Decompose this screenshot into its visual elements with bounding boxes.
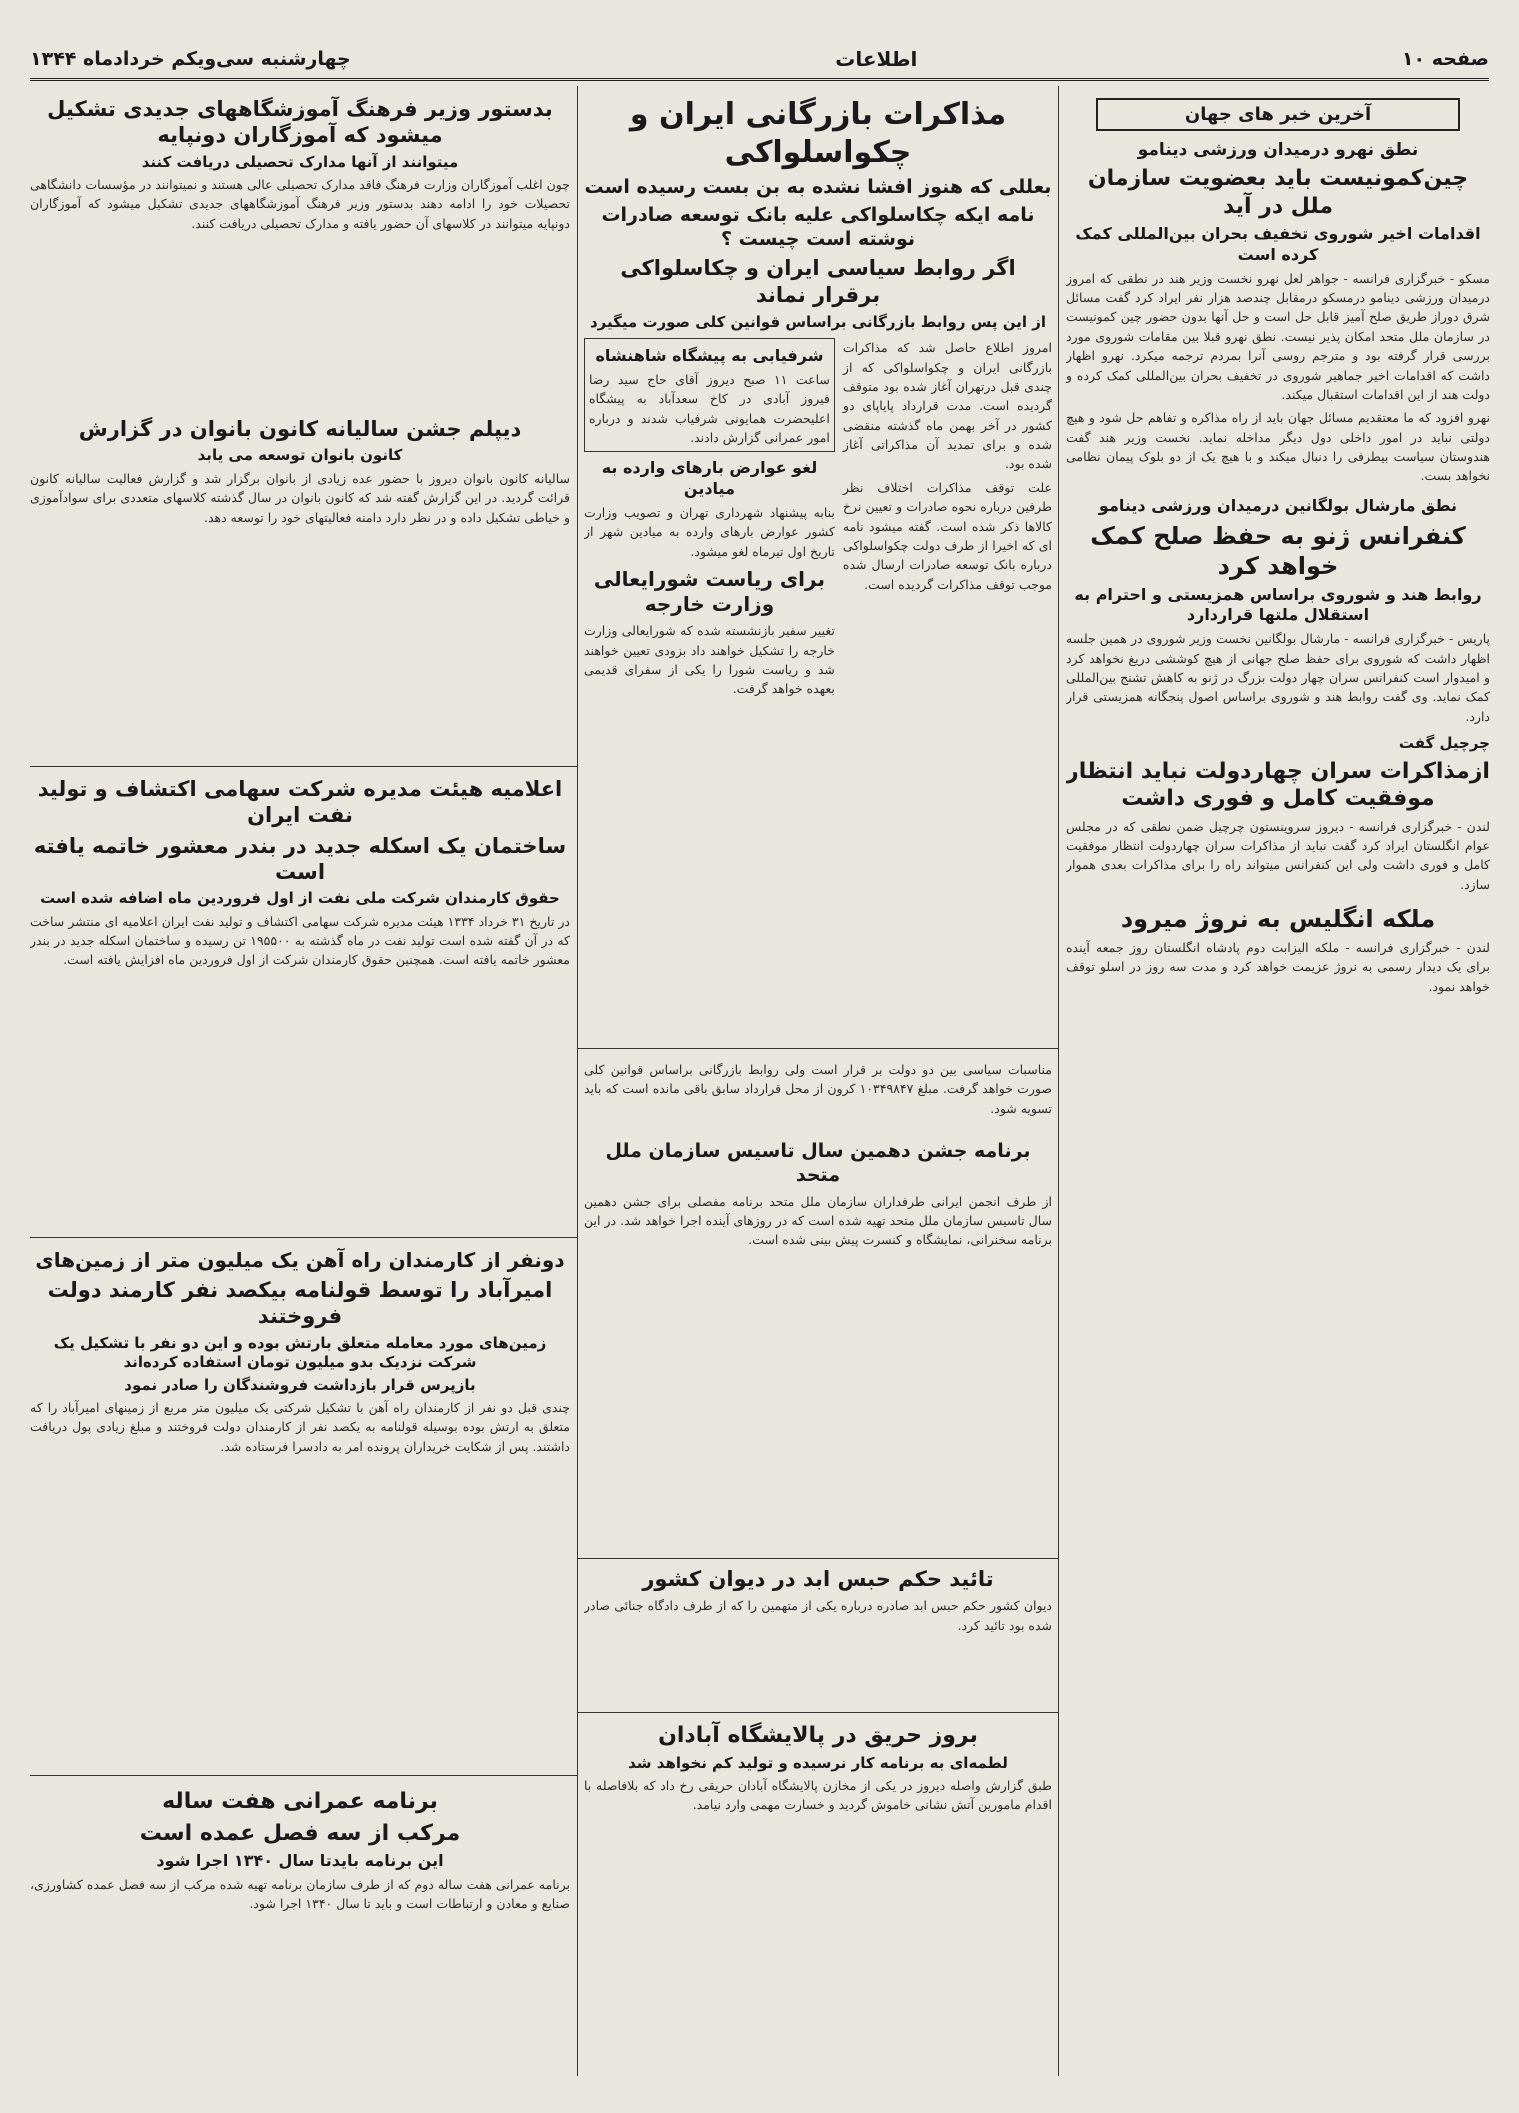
headline: تائید حکم حبس ابد در دیوان کشور: [642, 1567, 994, 1591]
plan-article: [30, 1784, 570, 2072]
headline: لغو عوارض بارهای وارده به میادین: [601, 458, 818, 499]
headline: دونفر از کارمندان راه آهن یک میلیون متر از زمین‌های: [35, 1248, 565, 1272]
subheadline: بازپرس قرار بازداشت فروشندگان را صادر نمود: [124, 1375, 476, 1394]
headline: برای ریاست شورایعالی وزارت خارجه: [593, 567, 825, 617]
headline: ازمذاکرات سران چهاردولت نباید انتظار موفقیت کامل و فوری داشت: [1066, 758, 1490, 812]
subheadline: میتوانند از آنها مدارک تحصیلی دریافت کنند: [141, 152, 459, 171]
headline: اقدامات اخیر شوروی تخفیف بحران بین‌المللی کمک کرده است: [1075, 224, 1481, 264]
article-body: امروز اطلاع حاصل شد که مذاکرات بازرگانی ایران و چکواسلواکی که از چندی قبل درتهران آغاز شده بود متوقف گردیده است. مدت قرارداد پایاپای دو کشور در آخر بهمن ماه گذشته منقضی شده و برای تمدید آن مذاکراتی آغاز شده بود.: [842, 340, 1052, 472]
subheadline: اگر روابط سیاسی ایران و چکاسلواکی برقرار نماند: [620, 256, 1016, 308]
article-body: دیوان کشور حکم حبس ابد صادره درباره یکی از متهمین را که از طرف دادگاه جنائی صادر شده بود تائید کرد.: [584, 1598, 1052, 1633]
subheadline: بعللی که هنوز افشا نشده به بن بست رسیده است: [584, 176, 1052, 198]
headline: کنفرانس ژنو به حفظ صلح کمک خواهد کرد: [1090, 521, 1466, 580]
headline: چرچیل گفت: [1398, 734, 1490, 753]
headline: چین‌کمونیست باید بعضویت سازمان ملل در آید: [1087, 166, 1469, 219]
article-body: ساعت ۱۱ صبح دیروز آقای حاج سید رضا فیروز آبادی در کاخ سعدآباد به پیشگاه اعلیحضرت همایونی شرفیاب شدند و درباره امور عمرانی گزارش دادند.: [589, 371, 830, 446]
article-body: سالیانه کانون بانوان دیروز با حضور عده زیادی از بانوان برگزار شد و گزارش فعالیت سالیانه کانون قرائت گردید. در این گزارش گفته شد که کانون بانوان در سال گذشته کلاسهای متعددی برای سوادآموزی و خیاطی تشکیل داده و در نظر دارد دامنه فعالیتهای خود را توسعه دهد.: [30, 470, 570, 525]
article-body: مناسبات سیاسی بین دو دولت بر قرار است ولی روابط بازرگانی براساس قوانین کلی صورت خواهد گرفت. مبلغ ۱۰۳۴۹۸۴۷ کرون از محل قرارداد سابق باقی مانده است که باید تسویه شود.: [584, 1062, 1052, 1116]
un-article: [584, 1136, 1052, 1250]
article-body: لندن - خبرگزاری فرانسه - ملکه الیزابت دوم پادشاه انگلستان روز جمعه آینده برای یک دیدار رسمی به نروژ عزیمت خواهد کرد و مدت سه روز در اسلو توقف خواهد نمود.: [1066, 940, 1490, 994]
center-left-subcolumn: [584, 338, 835, 699]
headline: بدستور وزیر فرهنگ آموزشگاههای جدیدی تشکیل میشود که آموزگاران دونپایه: [47, 97, 553, 148]
teachers-article: [30, 92, 570, 412]
article-body: پاریس - خبرگزاری فرانسه - مارشال بولگانین نخست وزیر شوروی در همین جلسه اظهار داشت که شوروی برای حفظ صلح جهانی از هیچ کوششی دریغ نخواهد کرد و امیدوار است کنفرانس سران چهار دولت بزرگ در ژنو به کاهش تشنج بین‌المللی کمک نماید. وی گفت روابط هند و شوروی براساس اصول پنجگانه همزیستی قرار دارد.: [1066, 631, 1490, 724]
headline: اعلامیه هیئت مدیره شرکت سهامی اکتشاف و تولید نفت ایران: [37, 777, 563, 828]
article-body: از طرف انجمن ایرانی طرفداران سازمان ملل متحد برنامه مفصلی برای جشن دهمین سال تاسیس سازمان ملل متحد تهیه شده است که در روزهای آینده اجرا خواهد شد. در این برنامه سخنرانی، نمایشگاه و کنسرت پیش بینی شده است.: [584, 1193, 1052, 1248]
subheadline: کانون بانوان توسعه می یابد: [197, 446, 403, 465]
paper-name: اطلاعات: [835, 47, 918, 71]
headline: بروز حریق در پالایشگاه آبادان: [658, 1723, 978, 1748]
headline: برنامه جشن دهمین سال تاسیس سازمان ملل متحد: [605, 1140, 1031, 1186]
headline: امیرآباد را توسط قولنامه بیکصد نفر کارمند دولت فروختند: [47, 1278, 553, 1329]
headline: دیپلم جشن سالیانه کانون بانوان در گزارش: [78, 417, 522, 441]
subheadline: زمین‌های مورد معامله متعلق بارتش بوده و این دو نفر با تشکیل یک شرکت نزدیک بدو میلیون تومان استفاده کرده‌اند: [53, 1333, 547, 1371]
article-body: بنابه پیشنهاد شهرداری تهران و تصویب وزارت کشور عوارض بارهای وارده به میادین شهر از تاریخ اول تیرماه لغو میشود.: [584, 505, 835, 559]
article-body: لندن - خبرگزاری فرانسه - دیروز سروینستون چرچیل ضمن نطقی که در مجلس عوام انگلستان ایراد کرد گفت نباید از مذاکرات سران چهاردولت انتظار موفقیت کامل و فوری داشت ولی این کنفرانس میتواند راه را برای مذاکرات بعدی هموار سازد.: [1066, 818, 1490, 892]
oil-article: [30, 772, 570, 1232]
article-body: چون اغلب آموزگاران وزارت فرهنگ فاقد مدارک تحصیلی عالی هستند و نمیتوانند در مؤسسات دانشگاهی تحصیلات خود را ادامه دهند بدستور وزیر فرهنگ آموزشگاههای جدیدی تشکیل میشود که آموزگاران دونپایه میتوانند در کلاسهای آن حضور یافته و مدارک تحصیلی دریافت کنند.: [30, 177, 570, 231]
center-right-subcolumn: [843, 338, 1052, 699]
headline: ملکه انگلیس به نروژ میرود: [1120, 905, 1436, 934]
article-body: تغییر سفیر بازنشسته شده که شورایعالی وزارت خارجه را تشکیل خواهند داد بزودی تعیین خواهند شد و ریاست شورا را یکی از سفرای قدیمی بعهده خواهد گرفت.: [584, 623, 835, 697]
headline: نطق نهرو درمیدان ورزشی دینامو: [1137, 140, 1419, 160]
verdict-article: [584, 1562, 1052, 1635]
column-rule: [577, 86, 578, 2076]
article-body: علت توقف مذاکرات اختلاف نظر طرفین درباره نحوه صادرات و تعیین نرخ کالاها ذکر شده است. گفته میشود نامه ای که اخیرا از طرف دولت چکواسلواکی درباره بانک توسعه صادرات ارسال شده موجب توقف مذاکرات گردیده است.: [842, 479, 1052, 592]
subheadline: حقوق کارمندان شرکت ملی نفت از اول فروردین ماه اضافه شده است: [40, 889, 560, 907]
subheadline: لطمه‌ای به برنامه کار نرسیده و تولید کم نخواهد شد: [628, 1753, 1008, 1772]
left-column: [30, 92, 570, 2072]
world-news-box: آخرین خبر های جهان: [1096, 98, 1460, 131]
fire-article: [584, 1718, 1052, 1815]
headline: برنامه عمرانی هفت ساله: [162, 1789, 438, 1814]
headline: ساختمان یک اسکله جدید در بندر معشور خاتمه یافته است: [33, 833, 567, 884]
subheadline: نامه ایکه چکاسلواکی علیه بانک توسعه صادرات نوشته است چیست ؟: [601, 203, 1035, 251]
main-headline: مذاکرات بازرگانی ایران و چکواسلواکی: [629, 97, 1007, 170]
subheadline: این برنامه بایدتا سال ۱۳۴۰ اجرا شود: [156, 1851, 444, 1870]
headline: روابط هند و شوروی براساس همزیستی و احترام به استقلال ملتها قراردارد: [1074, 584, 1482, 625]
masthead: [30, 40, 1489, 81]
column-rule: [1058, 86, 1059, 2076]
article-body: نهرو افزود که ما معتقدیم مسائل جهان باید از راه مذاکره و تفاهم حل شود و هیچ دولتی نباید در امور داخلی دول دیگر مداخله نماید. نخست وزیر هند گفت هندوستان سیاست بیطرفی را دنبال میکند و با هیچ یک از دو بلوک پیمان نظامی نخواهد بست.: [1066, 410, 1490, 484]
article-body: چندی قبل دو نفر از کارمندان راه آهن با تشکیل شرکتی یک میلیون متر مربع از زمینهای امیرآباد را که متعلق به ارتش بوده بوسیله قولنامه به یکصد نفر از کارمندان دولت فروختند و مبلغ زیادی پول دریافت داشتند. پس از شکایت خریداران پرونده امر به دادسرا فرستاده شد.: [30, 1400, 570, 1454]
headline: شرفیابی به پیشگاه شاهنشاه: [595, 346, 824, 366]
women-article: [30, 412, 570, 752]
article-body: مسکو - خبرگزاری فرانسه - جواهر لعل نهرو نخست وزیر هند در نطقی که امروز درمیدان ورزشی دینامو درمسکو درمقابل چندصد هزار نفر ایراد کرد گفت مسائل شرق دوراز طریق صلح آمیز قابل حل است و حل آنها بدون حضور چین کمونیست در سازمان ملل متحد امکان پذیر نیست. نطق نهرو قبلا بین مقامات شوروی مورد بررسی قرار گرفته بود و مترجم روسی آنرا بمردم ترجمه میکرد. نهرو اظهار داشت که اقدامات اخیر جماهیر شوروی در تخفیف بحران بین‌المللی کمک کرده و دولت هند از این اقدامات استقبال میکند.: [1066, 270, 1490, 402]
center-column: [584, 92, 1052, 2072]
article-body: در تاریخ ۳۱ خرداد ۱۳۳۴ هیئت مدیره شرکت سهامی اکتشاف و تولید نفت ایران اعلامیه ای منتشر ساخت که در آن گفته شده است تولید نفت در ماه گذشته به ۱۹۵۵۰۰ تن رسیده و ساختمان اسکله جدید در بندر معشور خاتمه یافته است. همچنین حقوق کارمندان شرکت از اول فروردین ماه افزایش یافته است.: [30, 913, 570, 968]
article-body: طبق گزارش واصله دیروز در یکی از مخازن پالایشگاه آبادان حریقی رخ داد که بلافاصله با اقدام مامورین آتش نشانی خاموش گردید و خسارت مهمی وارد نیامد.: [584, 1778, 1052, 1813]
headline: مرکب از سه فصل عمده است: [139, 1820, 461, 1846]
issue-date: چهارشنبه سی‌ویکم خردادماه ۱۳۴۴: [30, 48, 351, 70]
headline: نطق مارشال بولگانین درمیدان ورزشی دینامو: [1098, 495, 1458, 515]
world-news-column: [1066, 92, 1490, 2072]
subheadline: از این پس روابط بازرگانی براساس قوانین کلی صورت میگیرد: [589, 312, 1047, 331]
page-number: صفحه ۱۰: [1401, 48, 1489, 70]
land-article: [30, 1244, 570, 1774]
article-body: برنامه عمرانی هفت ساله دوم که از طرف سازمان برنامه تهیه شده مرکب از سه فصل عمده کشاورزی، صنایع و معادن و ارتباطات است و باید تا سال ۱۳۴۰ اجرا شود.: [30, 1876, 570, 1912]
royal-audience-box: [584, 338, 835, 452]
